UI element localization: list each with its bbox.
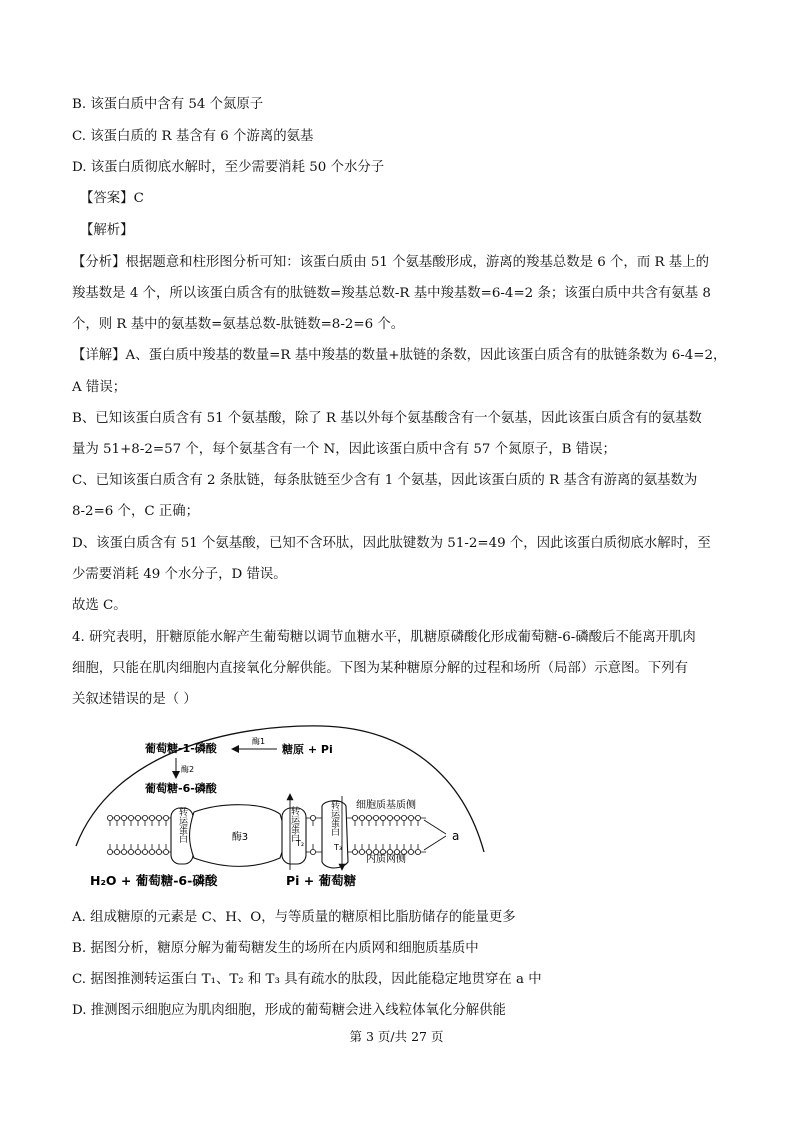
a-label: a: [452, 829, 460, 843]
answer-line: [80, 190, 144, 208]
enzyme-3-label: 酶3: [231, 832, 249, 843]
t3-label: 转运蛋白: [329, 800, 339, 836]
answer-label: 【答案】: [80, 191, 134, 206]
page-footer: 第 3 页/共 27 页: [349, 1029, 444, 1044]
detail-line-2: A 错误；: [72, 380, 127, 395]
question-4-line-3: 关叙述错误的是（ ）: [72, 692, 197, 707]
question-4-line-1: 4. 研究表明，肝糖原能水解产生葡萄糖以调节血糖水平，肌糖原磷酸化形成葡萄糖-6-磷酸后不能离开肌肉: [72, 630, 696, 645]
analysis-line-3: 个，则 R 基中的氨基数=氨基总数-肽链数=8-2=6 个。: [72, 317, 405, 332]
option-c-prev: C. 该蛋白质的 R 基含有 6 个游离的氨基: [72, 129, 314, 144]
detail-line-8: 少需要消耗 49 个水分子，D 错误。: [72, 567, 287, 582]
detail-line-1: 【详解】A、蛋白质中羧基的数量=R 基中羧基的数量+肽链的条数，因此该蛋白质含有的肽链条数为 6-4=2，: [72, 348, 727, 363]
analysis-label: 【解析】: [80, 223, 134, 238]
bottom-left-label: H₂O + 葡萄糖-6-磷酸: [90, 873, 218, 888]
detail-conclusion: 故选 C。: [72, 598, 127, 613]
enzyme-1-label: 酶1: [252, 737, 266, 746]
question-4-line-2: 细胞，只能在肌肉细胞内直接氧化分解供能。下图为某种糖原分解的过程和场所（局部）示意图。下列有: [72, 661, 688, 676]
option-b-prev: B. 该蛋白质中含有 54 个氮原子: [72, 97, 264, 112]
detail-line-3: B、已知该蛋白质含有 51 个氨基酸，除了 R 基以外每个氨基酸含有一个氨基，因此该蛋白质含有的氨基数: [72, 411, 702, 426]
glycogen-breakdown-diagram: [72, 712, 492, 892]
option-d-prev: D. 该蛋白质彻底水解时，至少需要消耗 50 个水分子: [72, 160, 385, 175]
detail-line-7: D、该蛋白质含有 51 个氨基酸，已知不含环肽，因此肽键数为 51-2=49 个，因此该蛋白质彻底水解时，至: [72, 536, 711, 551]
analysis-line-2: 羧基数是 4 个，所以该蛋白质含有的肽链数=羧基总数-R 基中羧基数=6-4=2 条；该蛋白质中共含有氨基 8: [72, 286, 711, 301]
t2-subscript: T₂: [296, 839, 305, 848]
answer-value: C: [133, 191, 144, 206]
enzyme-3: [190, 805, 285, 867]
er-side-label: 内质网侧: [366, 854, 406, 865]
t3-subscript: T₃: [334, 843, 343, 852]
detail-line-4: 量为 51+8-2=57 个，每个氨基含有一个 N，因此该蛋白质中含有 57 个氮原子，B 错误；: [72, 442, 616, 457]
detail-line-6: 8-2=6 个，C 正确；: [72, 504, 200, 519]
t1-label: 转运蛋白: [177, 807, 187, 843]
t2-label: 转运蛋白: [289, 806, 299, 842]
option-d-q4: D. 推测图示细胞应为肌肉细胞，形成的葡萄糖会进入线粒体氧化分解供能: [72, 1003, 506, 1018]
option-a-q4: A. 组成糖原的元素是 C、H、O，与等质量的糖原相比脂肪储存的能量更多: [72, 910, 516, 925]
transporter-t2: [282, 794, 306, 870]
transporter-t3: [322, 796, 348, 870]
bottom-right-label: Pi + 葡萄糖: [286, 873, 357, 888]
g1p-label: 葡萄糖-1-磷酸: [145, 742, 217, 755]
option-b-q4: B. 据图分析，糖原分解为葡萄糖发生的场所在内质网和细胞质基质中: [72, 941, 479, 956]
cytosol-side-label: 细胞质基质侧: [356, 800, 416, 811]
detail-line-5: C、已知该蛋白质含有 2 条肽链，每条肽链至少含有 1 个氨基，因此该蛋白质的 R 基含有游离的氨基数为: [72, 473, 698, 488]
glycogen-pi-label: 糖原 + Pi: [282, 743, 333, 756]
enzyme-2-label: 酶2: [181, 765, 195, 774]
analysis-line-1: 【分析】根据题意和柱形图分析可知：该蛋白质由 51 个氨基酸形成，游离的羧基总数是 6 个，而 R 基上的: [72, 255, 709, 270]
option-c-q4: C. 据图推测转运蛋白 T₁、T₂ 和 T₃ 具有疏水的肽段，因此能稳定地贯穿在 a 中: [72, 972, 542, 987]
g6p-label: 葡萄糖-6-磷酸: [145, 782, 217, 795]
